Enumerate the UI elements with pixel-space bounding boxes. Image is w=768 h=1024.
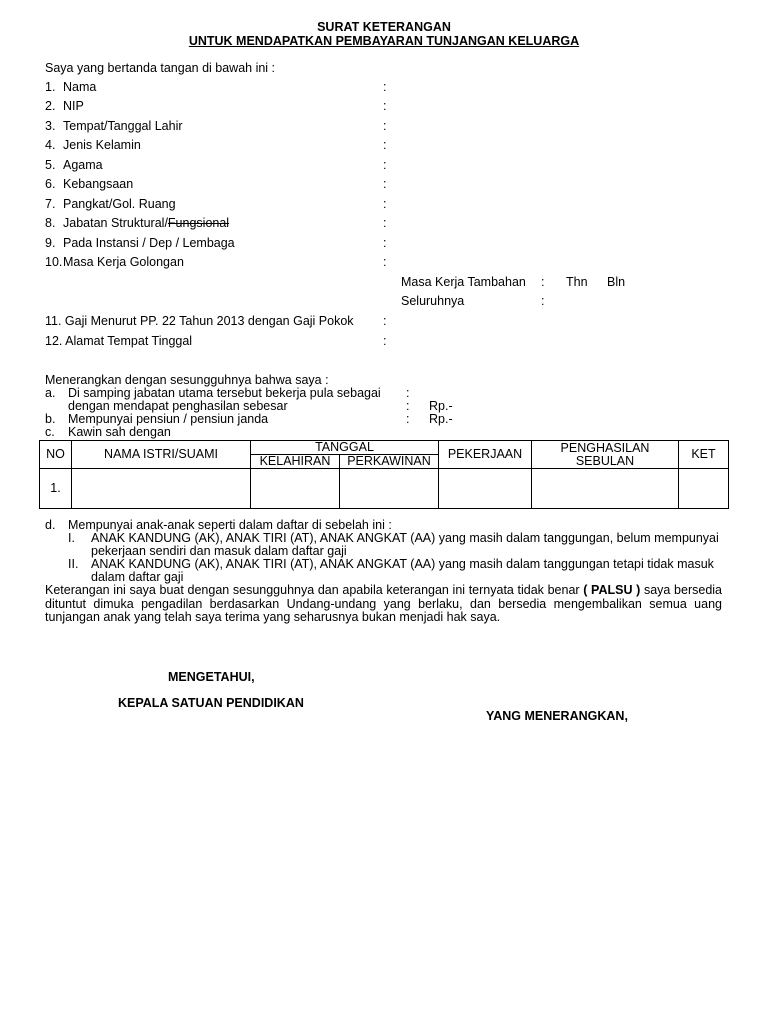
masa-kerja-seluruhnya-label: Seluruhnya <box>401 294 465 308</box>
children-ii-line2: dalam daftar gaji <box>91 570 184 584</box>
field-1-num: 1. <box>45 80 56 94</box>
statement-a-line1: Di samping jabatan utama tersebut bekerja pula sebagai <box>68 386 381 400</box>
field-10-label: Masa Kerja Golongan <box>63 255 184 269</box>
masa-kerja-seluruhnya-colon: : <box>541 294 545 308</box>
header-tanggal: TANGGAL <box>251 441 439 455</box>
field-9-label: Pada Instansi / Dep / Lembaga <box>63 236 235 250</box>
field-5-label: Agama <box>63 158 103 172</box>
field-8-label-text: Jabatan Struktural/ <box>63 216 168 230</box>
statement-b-letter: b. <box>45 412 56 426</box>
field-6-label: Kebangsaan <box>63 177 134 191</box>
closing-part2: saya bersedia dituntut dimuka pengadilan berdasarkan Undang-undang yang berlaku, dan bersedia mengembalikan semua uang tunjangan anak yang telah saya terima yang seharusnya bukan menjadi hak saya. <box>45 583 722 624</box>
field-9-colon: : <box>383 236 387 250</box>
masa-kerja-thn: Thn <box>566 275 588 289</box>
document-title: SURAT KETERANGAN <box>317 20 451 34</box>
field-3-label: Tempat/Tanggal Lahir <box>63 119 183 133</box>
children-d-line: Mempunyai anak-anak seperti dalam daftar di sebelah ini : <box>68 518 392 532</box>
field-2-colon: : <box>383 99 387 113</box>
field-1-colon: : <box>383 80 387 94</box>
statement-a-letter: a. <box>45 386 56 400</box>
field-7-colon: : <box>383 197 387 211</box>
field-5-num: 5. <box>45 158 56 172</box>
children-i-line1: ANAK KANDUNG (AK), ANAK TIRI (AT), ANAK ANGKAT (AA) yang masih dalam tanggungan, belum mempunyai <box>91 531 719 545</box>
field-8-colon: : <box>383 216 387 230</box>
statement-a-colon2: : <box>406 399 410 413</box>
cell-pekerjaan[interactable] <box>439 469 532 509</box>
header-kelahiran: KELAHIRAN <box>251 455 340 469</box>
field-9-num: 9. <box>45 236 56 250</box>
intro-text: Saya yang bertanda tangan di bawah ini : <box>45 61 276 75</box>
field-7-num: 7. <box>45 197 56 211</box>
field-8-num: 8. <box>45 216 56 230</box>
table-row <box>40 469 729 509</box>
field-12-colon: : <box>383 334 387 348</box>
children-ii-num: II. <box>68 557 79 571</box>
cell-kelahiran[interactable] <box>251 469 340 509</box>
children-i-num: I. <box>68 531 75 545</box>
field-8-label-struck: Fungsional <box>167 216 230 230</box>
field-11-colon: : <box>383 314 387 328</box>
signature-menerangkan: YANG MENERANGKAN, <box>486 709 628 723</box>
field-11-label: 11. Gaji Menurut PP. 22 Tahun 2013 dengan Gaji Pokok <box>45 314 354 328</box>
field-4-num: 4. <box>45 138 56 152</box>
header-ket: KET <box>679 441 729 469</box>
table-header-row-1 <box>40 441 729 455</box>
cell-ket[interactable] <box>679 469 729 509</box>
statement-a-rp: Rp.- <box>429 399 453 413</box>
cell-nama[interactable] <box>72 469 251 509</box>
field-4-label: Jenis Kelamin <box>63 138 141 152</box>
document-subtitle: UNTUK MENDAPATKAN PEMBAYARAN TUNJANGAN KELUARGA <box>188 34 580 48</box>
children-i-line2: pekerjaan sendiri dan masuk dalam daftar gaji <box>91 544 347 558</box>
field-3-num: 3. <box>45 119 56 133</box>
field-6-colon: : <box>383 177 387 191</box>
field-2-label: NIP <box>63 99 84 113</box>
field-6-num: 6. <box>45 177 56 191</box>
header-pekerjaan: PEKERJAAN <box>439 441 532 469</box>
header-penghasilan-line2: SEBULAN <box>575 453 635 468</box>
field-10-num: 10. <box>45 255 63 269</box>
field-2-num: 2. <box>45 99 56 113</box>
field-4-colon: : <box>383 138 387 152</box>
masa-kerja-tambahan-colon: : <box>541 275 545 289</box>
signature-mengetahui: MENGETAHUI, <box>168 670 255 684</box>
cell-no: 1. <box>40 469 72 509</box>
closing-part1: Keterangan ini saya buat dengan sesungguhnya dan apabila keterangan ini ternyata tidak benar <box>45 583 580 597</box>
closing-paragraph <box>45 584 722 625</box>
field-5-colon: : <box>383 158 387 172</box>
header-nama: NAMA ISTRI/SUAMI <box>72 441 251 469</box>
statement-c-letter: c. <box>45 425 55 439</box>
statement-b-rp: Rp.- <box>429 412 453 426</box>
header-perkawinan: PERKAWINAN <box>340 455 439 469</box>
cell-penghasilan[interactable] <box>532 469 679 509</box>
field-10-colon: : <box>383 255 387 269</box>
masa-kerja-tambahan-label: Masa Kerja Tambahan <box>401 275 526 289</box>
header-no: NO <box>40 441 72 469</box>
field-12-label: 12. Alamat Tempat Tinggal <box>45 334 193 348</box>
statement-a-line2: dengan mendapat penghasilan sebesar <box>68 399 288 413</box>
field-8-label <box>63 216 229 230</box>
closing-palsu: ( PALSU ) <box>583 583 641 597</box>
statement-a-colon1: : <box>406 386 410 400</box>
statement-b-colon: : <box>406 412 410 426</box>
field-7-label: Pangkat/Gol. Ruang <box>63 197 176 211</box>
masa-kerja-bln: Bln <box>607 275 626 289</box>
children-d-letter: d. <box>45 518 56 532</box>
field-1-label: Nama <box>63 80 97 94</box>
field-3-colon: : <box>383 119 387 133</box>
children-ii-line1: ANAK KANDUNG (AK), ANAK TIRI (AT), ANAK ANGKAT (AA) yang masih dalam tanggungan tetapi tidak masuk <box>91 557 714 571</box>
signature-kepala: KEPALA SATUAN PENDIDIKAN <box>118 696 304 710</box>
statement-c-line: Kawin sah dengan <box>68 425 171 439</box>
cell-perkawinan[interactable] <box>340 469 439 509</box>
header-penghasilan <box>532 441 679 469</box>
statement-b-line: Mempunyai pensiun / pensiun janda <box>68 412 269 426</box>
statement-intro: Menerangkan dengan sesungguhnya bahwa saya : <box>45 373 329 387</box>
spouse-table <box>39 440 729 509</box>
header-penghasilan-line1: PENGHASILAN <box>560 440 650 455</box>
